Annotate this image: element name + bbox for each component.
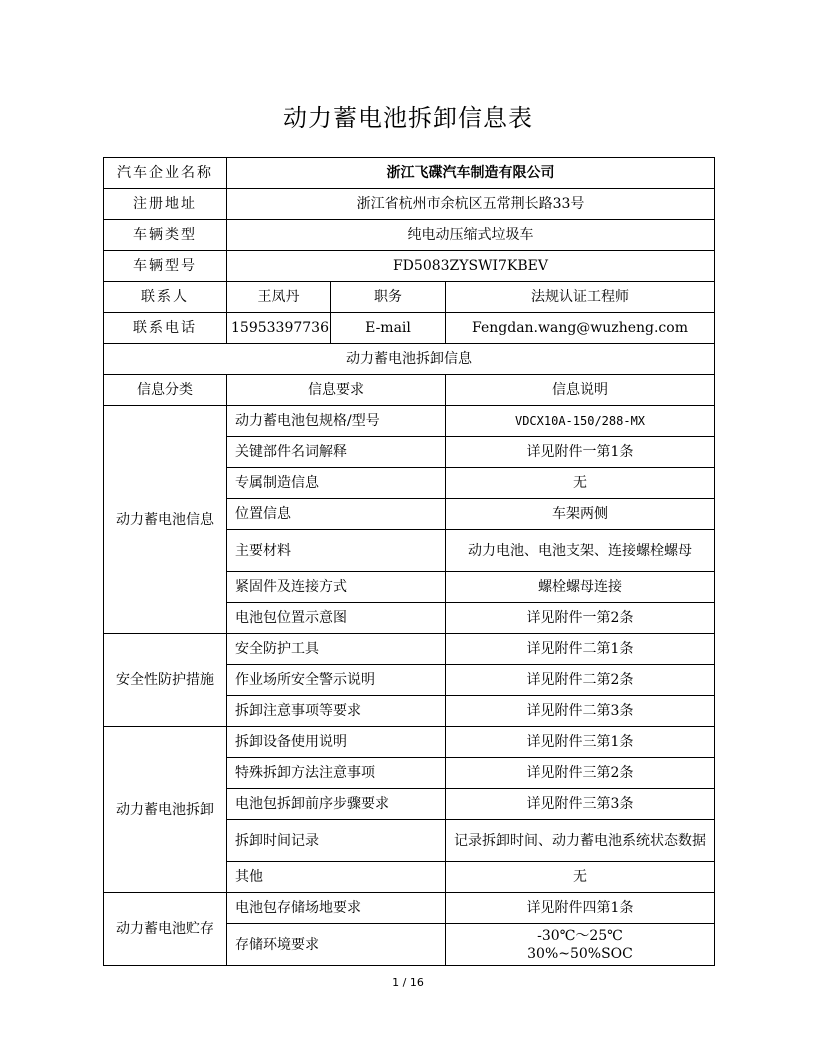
contact-row xyxy=(104,282,715,313)
header-requirement: 信息要求 xyxy=(227,375,446,406)
description-cell: 车架两侧 xyxy=(446,499,715,530)
table-row xyxy=(104,406,715,437)
vehicle-type-row xyxy=(104,220,715,251)
description-cell xyxy=(446,924,715,966)
vehicle-model-label: 车辆型号 xyxy=(104,251,227,282)
description-cell: 无 xyxy=(446,468,715,499)
requirement-cell: 作业场所安全警示说明 xyxy=(227,665,446,696)
requirement-cell: 紧固件及连接方式 xyxy=(227,572,446,603)
position-label: 职务 xyxy=(331,282,446,313)
description-cell: 详见附件三第2条 xyxy=(446,758,715,789)
header-description: 信息说明 xyxy=(446,375,715,406)
description-cell: 详见附件一第2条 xyxy=(446,603,715,634)
page-title: 动力蓄电池拆卸信息表 xyxy=(283,104,533,132)
requirement-cell: 存储环境要求 xyxy=(227,924,446,966)
contact-name: 王凤丹 xyxy=(227,282,331,313)
requirement-cell: 拆卸设备使用说明 xyxy=(227,727,446,758)
page-number: 1 / 16 xyxy=(392,976,424,989)
table-row xyxy=(104,893,715,924)
description-cell: 动力电池、电池支架、连接螺栓螺母 xyxy=(446,530,715,572)
category-safety: 安全性防护措施 xyxy=(104,634,227,727)
section-title-row xyxy=(104,344,715,375)
soc-range: 30%~50%SOC xyxy=(527,945,633,962)
requirement-cell: 位置信息 xyxy=(227,499,446,530)
description-cell: 无 xyxy=(446,862,715,893)
requirement-cell: 关键部件名词解释 xyxy=(227,437,446,468)
section-title: 动力蓄电池拆卸信息 xyxy=(104,344,715,375)
requirement-cell: 电池包拆卸前序步骤要求 xyxy=(227,789,446,820)
vehicle-type-label: 车辆类型 xyxy=(104,220,227,251)
phone-label: 联系电话 xyxy=(104,313,227,344)
requirement-cell: 电池包存储场地要求 xyxy=(227,893,446,924)
address-value: 浙江省杭州市余杭区五常荆长路33号 xyxy=(227,189,715,220)
vehicle-type-value: 纯电动压缩式垃圾车 xyxy=(227,220,715,251)
description-cell: 详见附件三第3条 xyxy=(446,789,715,820)
category-battery-info: 动力蓄电池信息 xyxy=(104,406,227,634)
description-cell: VDCX10A-150/288-MX xyxy=(446,406,715,437)
description-cell: 详见附件一第1条 xyxy=(446,437,715,468)
requirement-cell: 安全防护工具 xyxy=(227,634,446,665)
vehicle-model-value: FD5083ZYSWI7KBEV xyxy=(227,251,715,282)
header-category: 信息分类 xyxy=(104,375,227,406)
category-disassembly: 动力蓄电池拆卸 xyxy=(104,727,227,893)
requirement-cell: 动力蓄电池包规格/型号 xyxy=(227,406,446,437)
requirement-cell: 拆卸时间记录 xyxy=(227,820,446,862)
phone-value: 15953397736 xyxy=(227,313,331,344)
table-row xyxy=(104,727,715,758)
requirement-cell: 其他 xyxy=(227,862,446,893)
requirement-cell: 主要材料 xyxy=(227,530,446,572)
requirement-cell: 拆卸注意事项等要求 xyxy=(227,696,446,727)
vehicle-model-row xyxy=(104,251,715,282)
position-value: 法规认证工程师 xyxy=(446,282,715,313)
email-value: Fengdan.wang@wuzheng.com xyxy=(446,313,715,344)
table-row xyxy=(104,634,715,665)
description-cell: 螺栓螺母连接 xyxy=(446,572,715,603)
address-label: 注册地址 xyxy=(104,189,227,220)
battery-disassembly-table xyxy=(103,157,715,966)
header-row xyxy=(104,375,715,406)
company-label: 汽车企业名称 xyxy=(104,158,227,189)
description-cell: 详见附件二第1条 xyxy=(446,634,715,665)
contact-label: 联系人 xyxy=(104,282,227,313)
description-cell: 详见附件二第2条 xyxy=(446,665,715,696)
description-cell: 详见附件二第3条 xyxy=(446,696,715,727)
phone-row xyxy=(104,313,715,344)
temperature-range: -30℃～25℃ xyxy=(537,927,623,944)
company-row xyxy=(104,158,715,189)
requirement-cell: 特殊拆卸方法注意事项 xyxy=(227,758,446,789)
requirement-cell: 电池包位置示意图 xyxy=(227,603,446,634)
description-cell: 记录拆卸时间、动力蓄电池系统状态数据 xyxy=(446,820,715,862)
requirement-cell: 专属制造信息 xyxy=(227,468,446,499)
category-storage: 动力蓄电池贮存 xyxy=(104,893,227,966)
email-label: E-mail xyxy=(331,313,446,344)
description-cell: 详见附件四第1条 xyxy=(446,893,715,924)
company-value: 浙江飞碟汽车制造有限公司 xyxy=(227,158,715,189)
description-cell: 详见附件三第1条 xyxy=(446,727,715,758)
address-row xyxy=(104,189,715,220)
